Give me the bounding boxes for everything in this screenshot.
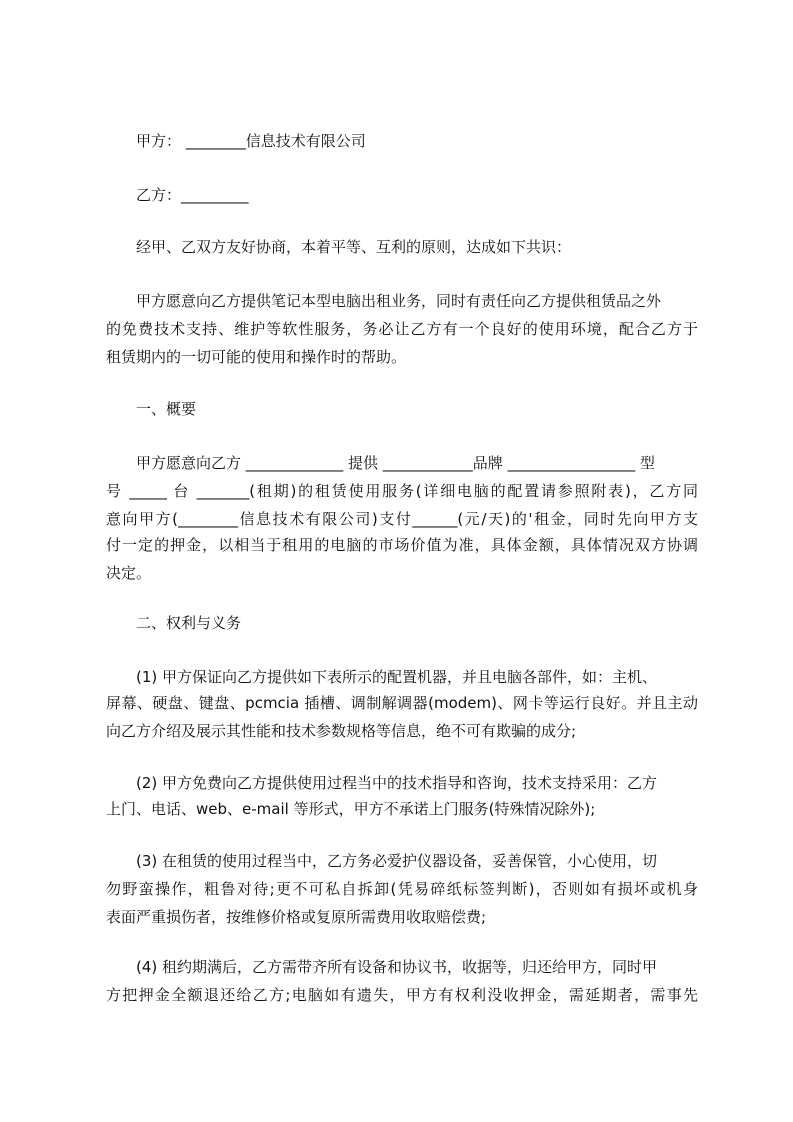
clause2-line-2: 上门、电话、web、e-mail 等形式，甲方不承诺上门服务(特殊情况除外); [106,800,596,818]
section1-line-5: 决定。 [106,564,152,582]
clause3-line-2: 勿野蛮操作，粗鲁对待;更不可私自拆卸(凭易碎纸标签判断)，否则如有损坏或机身 [106,880,698,898]
section1-line-1: 甲方愿意向乙方 _____________ 提供 ____________品牌 _________________ 型 [136,454,655,472]
clause3-line-1: (3) 在租赁的使用过程当中，乙方务必爱护仪器设备，妥善保管，小心使用，切 [136,852,658,870]
section2-title: 二、权利与义务 [136,614,242,632]
clause1-line-2: 屏幕、硬盘、键盘、pcmcia 插槽、调制解调器(modem)、网卡等运行良好。并且主动 [106,694,698,712]
intro-line-2: 的免费技术支持、维护等软性服务，务必让乙方有一个良好的使用环境，配合乙方于 [106,320,698,338]
section1-line-3: 意向甲方(________信息技术有限公司)支付______(元/天)的'租金，同时先向甲方支 [106,510,698,528]
clause4-line-2: 方把押金全额退还给乙方;电脑如有遗失，甲方有权利没收押金，需延期者，需事先 [106,986,698,1004]
party-a-line: 甲方： ________信息技术有限公司 [136,132,366,150]
party-b-line: 乙方：_________ [136,186,249,204]
section1-line-4: 付一定的押金，以相当于租用的电脑的市场价值为准，具体金额，具体情况双方协调 [106,536,698,554]
preamble-line: 经甲、乙双方友好协商，本着平等、互利的原则，达成如下共识： [136,238,572,256]
clause2-line-1: (2) 甲方免费向乙方提供使用过程当中的技术指导和咨询，技术支持采用：乙方 [136,774,658,792]
clause3-line-3: 表面严重损伤者，按维修价格或复原所需费用收取赔偿费; [106,908,487,926]
intro-line-3: 租赁期内的一切可能的使用和操作时的帮助。 [106,348,407,366]
section1-line-2: 号 _____ 台 _______(租期)的租赁使用服务(详细电脑的配置请参照附表)，乙方同 [106,482,698,500]
clause1-line-3: 向乙方介绍及展示其性能和技术参数规格等信息，绝不可有欺骗的成分; [106,722,577,740]
section1-title: 一、概要 [136,400,197,418]
intro-line-1: 甲方愿意向乙方提供笔记本型电脑出租业务，同时有责任向乙方提供租赁品之外 [136,292,662,310]
clause1-line-1: (1) 甲方保证向乙方提供如下表所示的配置机器，并且电脑各部件，如：主机、 [136,668,658,686]
clause4-line-1: (4) 租约期满后，乙方需带齐所有设备和协议书，收据等，归还给甲方，同时甲 [136,958,658,976]
